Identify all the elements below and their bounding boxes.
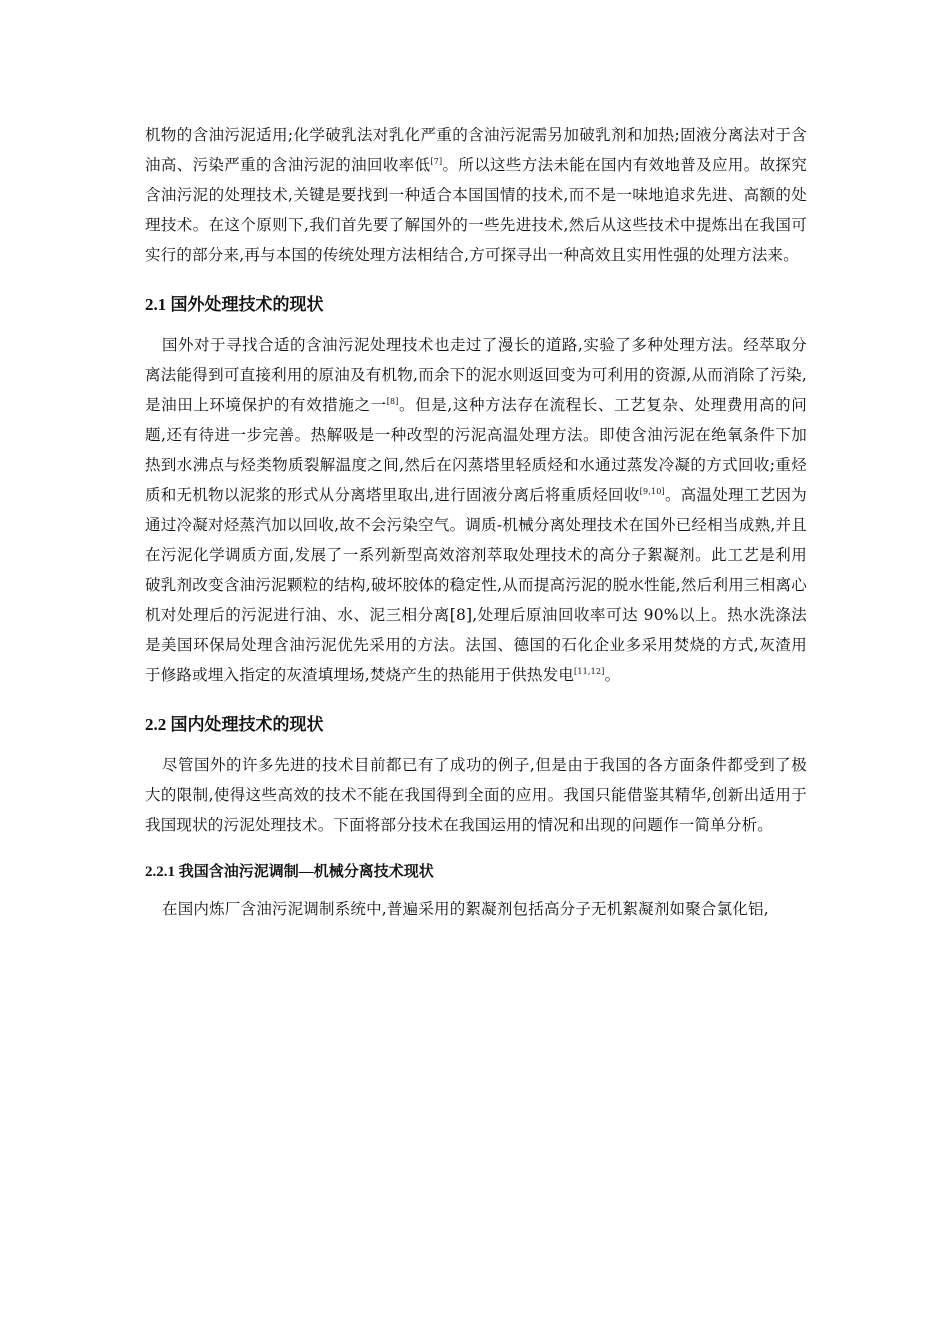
- paragraph-text: 机物的含油污泥适用;化学破乳法对乳化严重的含油污泥需另加破乳剂和加热;固液分离法对于含油高、污染严重的含油污泥的油回收率低: [145, 126, 807, 174]
- citation-ref: [8]: [386, 397, 399, 406]
- citation-ref: [9,10]: [639, 487, 665, 496]
- section-heading-2-1: 2.1 国外处理技术的现状: [145, 295, 324, 314]
- paragraph-intro-continued: [145, 120, 807, 270]
- paragraph-foreign-tech: [145, 330, 807, 690]
- document-page: [145, 120, 807, 924]
- section-heading-2-2: 2.2 国内处理技术的现状: [145, 715, 324, 734]
- citation-ref: [7]: [430, 157, 443, 166]
- paragraph-text: 。高温处理工艺因为通过冷凝对烃蒸汽加以回收,故不会污染空气。调质-机械分离处理技术在国外已经相当成熟,并且在污泥化学调质方面,发展了一系列新型高效溶剂萃取处理技术的高分子絮凝剂。此工艺是利用破乳剂改变含油污泥颗粒的结构,破坏胶体的稳定性,从而提高污泥的脱水性能,然后利用三相离心机对处理后的污泥进行油、水、泥三相分离[8],处理后原油回收率可达 90%以上。热水洗涤法是美国环保局处理含油污泥优先采用的方法。法国、德国的石化企业多采用焚烧的方式,灰渣用于修路或埋入指定的灰渣填埋场,焚烧产生的热能用于供热发电: [145, 486, 807, 684]
- paragraph-text: 。所以这些方法未能在国内有效地普及应用。故探究含油污泥的处理技术,关键是要找到一种适合本国国情的技术,而不是一味地追求先进、高额的处理技术。在这个原则下,我们首先要了解国外的一些先进技术,然后从这些技术中提炼出在我国可实行的部分来,再与本国的传统处理方法相结合,方可探寻出一种高效且实用性强的处理方法来。: [145, 156, 807, 264]
- paragraph-text: 尽管国外的许多先进的技术目前都已有了成功的例子,但是由于我国的各方面条件都受到了极大的限制,使得这些高效的技术不能在我国得到全面的应用。我国只能借鉴其精华,创新出适用于我国现状的污泥处理技术。下面将部分技术在我国运用的情况和出现的问题作一简单分析。: [145, 756, 807, 834]
- paragraph-text: 。: [604, 666, 621, 684]
- paragraph-text: 。但是,这种方法存在流程长、工艺复杂、处理费用高的问题,还有待进一步完善。热解吸是一种改型的污泥高温处理方法。即使含油污泥在绝氧条件下加热到水沸点与烃类物质裂解温度之间,然后在闪蒸塔里轻质烃和水通过蒸发冷凝的方式回收;重烃质和无机物以泥浆的形式从分离塔里取出,进行固液分离后将重质烃回收: [145, 396, 807, 504]
- paragraph-conditioning: [145, 894, 807, 924]
- citation-ref: [11,12]: [574, 667, 605, 676]
- paragraph-domestic-tech: [145, 750, 807, 840]
- paragraph-text: 在国内炼厂含油污泥调制系统中,普遍采用的絮凝剂包括高分子无机絮凝剂如聚合氯化铝,: [162, 900, 769, 918]
- paragraph-text: 国外对于寻找合适的含油污泥处理技术也走过了漫长的道路,实验了多种处理方法。经萃取分离法能得到可直接利用的原油及有机物,而余下的泥水则返回变为可利用的资源,从而消除了污染,是油田上环境保护的有效措施之一: [145, 336, 807, 414]
- section-heading-2-2-1: 2.2.1 我国含油污泥调制—机械分离技术现状: [145, 864, 434, 880]
